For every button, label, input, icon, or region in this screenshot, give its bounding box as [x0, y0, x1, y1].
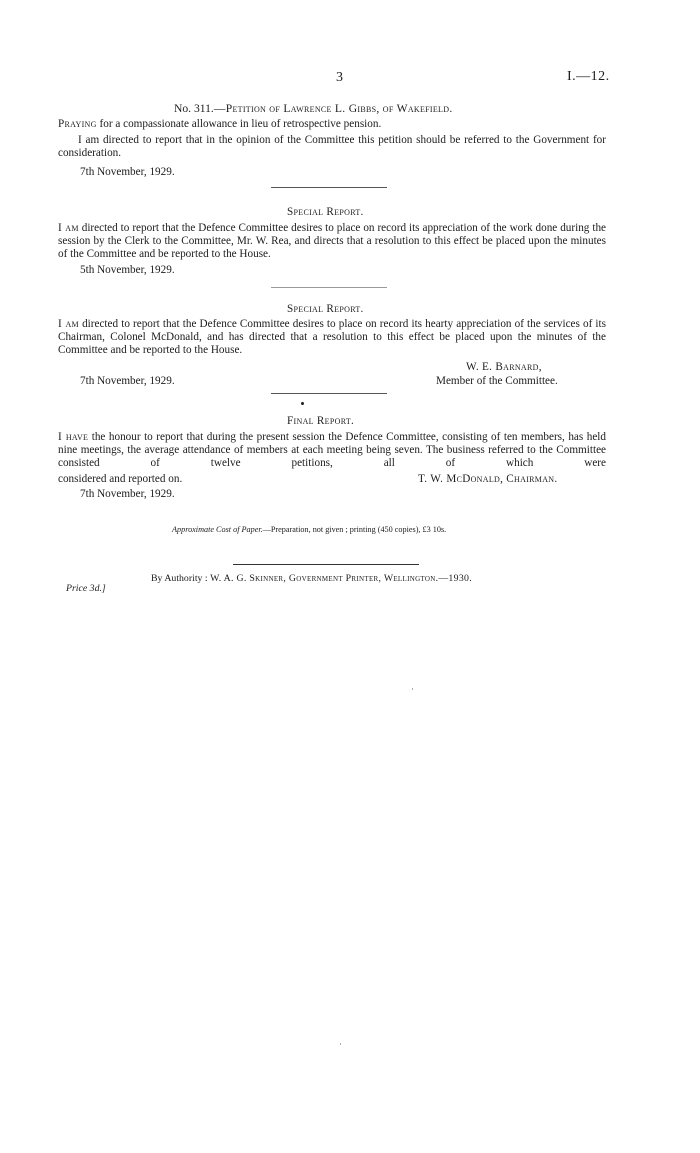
scan-speck — [340, 1043, 341, 1045]
authority-text: W. A. G. Skinner, Government Printer, Wellington.—1930. — [210, 573, 472, 584]
cost-text: —Preparation, not given ; printing (450 copies), £3 10s. — [262, 525, 447, 534]
praying-text: for a compassionate allowance in lieu of retrospective pension. — [99, 118, 382, 130]
cost-label: Approximate Cost of Paper. — [172, 525, 263, 534]
petition-title-rest: —Petition of Lawrence L. Gibbs, of Wakefield. — [213, 102, 453, 115]
special-report-1-lead: I am — [58, 222, 79, 234]
page-number: 3 — [336, 70, 343, 85]
final-report-signatory: T. W. McDonald, Chairman. — [418, 473, 558, 485]
scan-speck — [412, 688, 413, 690]
petition-report-text: I am directed to report that in the opinion of the Committee this petition should be referred to the Government for consideration. — [58, 134, 606, 160]
petition-report — [58, 134, 606, 160]
divider-dot — [301, 402, 304, 405]
special-report-1-content: directed to report that the Defence Committee desires to place on record its appreciation of the work done during the session by the Clerk to the Committee, Mr. W. Rea, and directs that a resolution to this effect be placed upon the minutes of the Committee and be reported to the House. — [58, 222, 607, 261]
cost-note — [172, 525, 446, 534]
final-report-lead: I have — [58, 431, 89, 443]
special-report-2-signatory-title: Member of the Committee. — [436, 375, 558, 387]
special-report-1-text — [58, 222, 606, 262]
special-report-2-text — [58, 318, 606, 358]
praying-lead: Praying — [58, 118, 97, 130]
special-report-2-signatory-name: W. E. Barnard, — [466, 361, 542, 373]
footer-divider — [233, 564, 419, 565]
section-divider — [271, 393, 387, 394]
authority-line — [151, 573, 472, 584]
section-divider — [271, 287, 387, 288]
price-note: Price 3d.] — [66, 583, 106, 594]
petition-praying — [58, 118, 381, 131]
special-report-2-date: 7th November, 1929. — [80, 375, 175, 387]
paper-reference: I.—12. — [567, 69, 610, 84]
special-report-1-date: 5th November, 1929. — [80, 264, 175, 276]
special-report-2-content: directed to report that the Defence Committee desires to place on record its hearty appreciation of the services of its Chairman, Colonel McDonald, and has directed that a resolution to this effect be placed upon the minutes of the Committee and be reported to the House. — [58, 318, 606, 357]
petition-number: No. 311. — [174, 102, 214, 115]
section-divider — [271, 187, 387, 188]
petition-date: 7th November, 1929. — [80, 166, 175, 178]
final-report-last-line: considered and reported on. — [58, 473, 183, 485]
special-report-1-heading: Special Report. — [287, 206, 364, 218]
final-report-body — [58, 431, 606, 471]
authority-lead: By Authority : — [151, 573, 208, 584]
final-report-heading: Final Report. — [287, 415, 355, 427]
special-report-2-heading: Special Report. — [287, 303, 364, 315]
final-report-text — [58, 431, 606, 471]
final-report-date: 7th November, 1929. — [80, 488, 175, 500]
final-report-content: the honour to report that during the present session the Defence Committee, consisting of ten members, has held nine meetings, the average attendance of members at each meeting being seven. The business referred to the Committee consisted of twelve petitions, all of which were — [58, 431, 606, 470]
petition-title — [174, 102, 453, 115]
special-report-2-lead: I am — [58, 318, 79, 330]
special-report-1-body — [58, 222, 606, 262]
special-report-2-body — [58, 318, 606, 358]
